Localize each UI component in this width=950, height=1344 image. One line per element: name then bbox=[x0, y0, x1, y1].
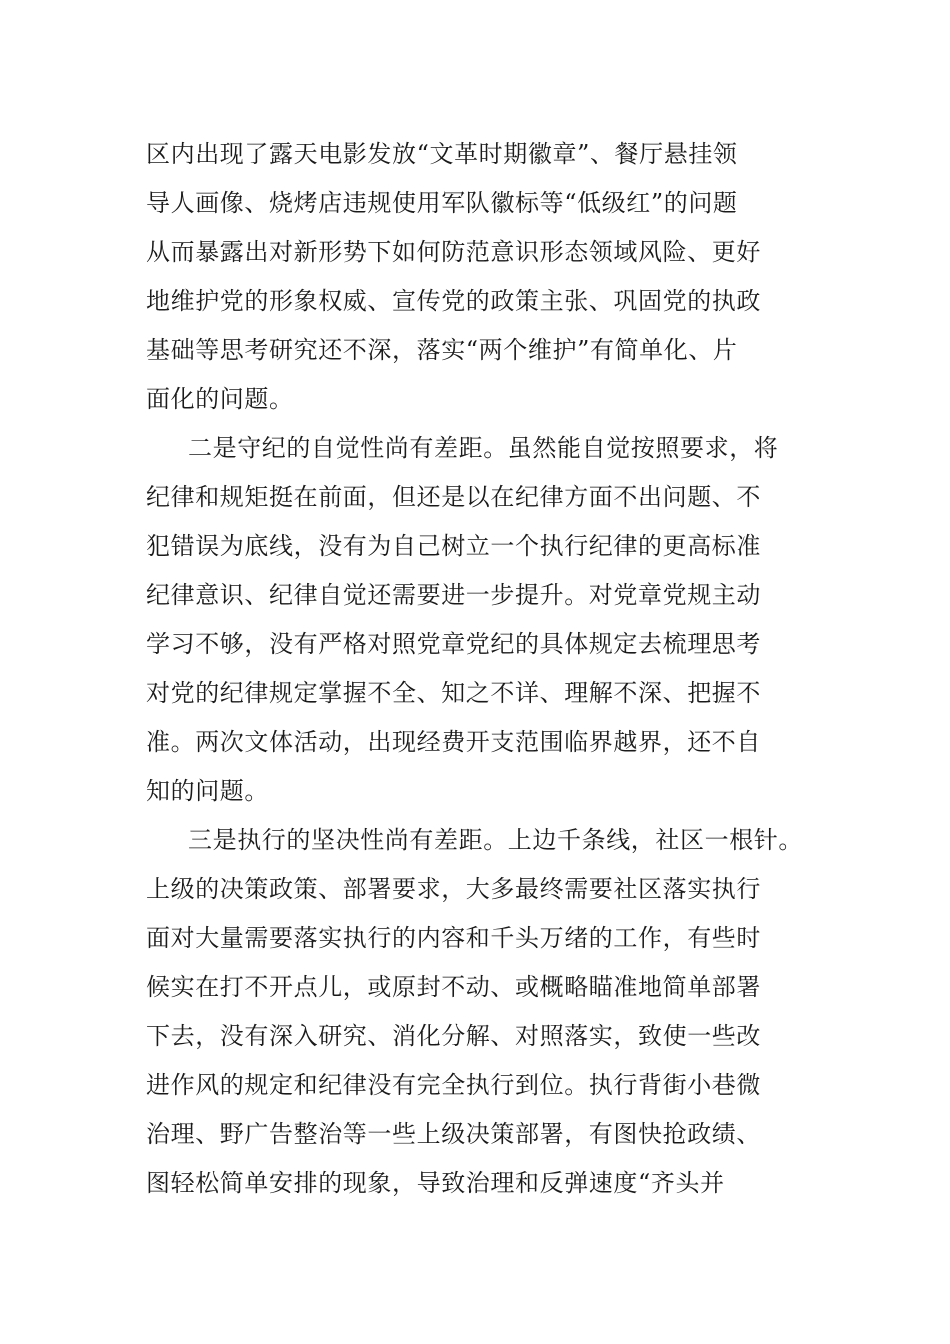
text-line: 面对大量需要落实执行的内容和千头万绪的工作，有些时 bbox=[146, 924, 761, 952]
text-line: 上级的决策政策、部署要求，大多最终需要社区落实执行 bbox=[146, 875, 761, 903]
text-line: 下去，没有深入研究、消化分解、对照落实，致使一些改 bbox=[146, 1022, 761, 1050]
text-line: 学习不够，没有严格对照党章党纪的具体规定去梳理思考 bbox=[146, 630, 761, 658]
paragraph-first-line: 二是守纪的自觉性尚有差距。虽然能自觉按照要求，将 bbox=[188, 434, 779, 462]
text-line: 纪律意识、纪律自觉还需要进一步提升。对党章党规主动 bbox=[146, 581, 761, 609]
text-line: 候实在打不开点儿，或原封不动、或概略瞄准地简单部署 bbox=[146, 973, 761, 1001]
text-line: 从而暴露出对新形势下如何防范意识形态领域风险、更好 bbox=[146, 238, 761, 266]
document-body bbox=[146, 130, 826, 1208]
text-line: 导人画像、烧烤店违规使用军队徽标等“低级红”的问题 bbox=[146, 189, 738, 217]
text-line: 知的问题。 bbox=[146, 777, 269, 805]
text-line: 治理、野广告整治等一些上级决策部署，有图快抢政绩、 bbox=[146, 1120, 761, 1148]
text-line: 准。两次文体活动，出现经费开支范围临界越界，还不自 bbox=[146, 728, 761, 756]
text-line: 地维护党的形象权威、宣传党的政策主张、巩固党的执政 bbox=[146, 287, 761, 315]
text-line: 对党的纪律规定掌握不全、知之不详、理解不深、把握不 bbox=[146, 679, 761, 707]
text-line: 纪律和规矩挺在前面，但还是以在纪律方面不出问题、不 bbox=[146, 483, 761, 511]
text-line: 图轻松简单安排的现象，导致治理和反弹速度“齐头并 bbox=[146, 1169, 725, 1197]
text-line: 基础等思考研究还不深，落实“两个维护”有简单化、片 bbox=[146, 336, 738, 364]
text-line: 区内出现了露天电影发放“文革时期徽章”、餐厅悬挂领 bbox=[146, 140, 738, 168]
text-line: 面化的问题。 bbox=[146, 385, 294, 413]
paragraph-first-line: 三是执行的坚决性尚有差距。上边千条线，社区一根针。 bbox=[188, 826, 803, 854]
text-line: 犯错误为底线，没有为自己树立一个执行纪律的更高标准 bbox=[146, 532, 761, 560]
text-line: 进作风的规定和纪律没有完全执行到位。执行背街小巷微 bbox=[146, 1071, 761, 1099]
